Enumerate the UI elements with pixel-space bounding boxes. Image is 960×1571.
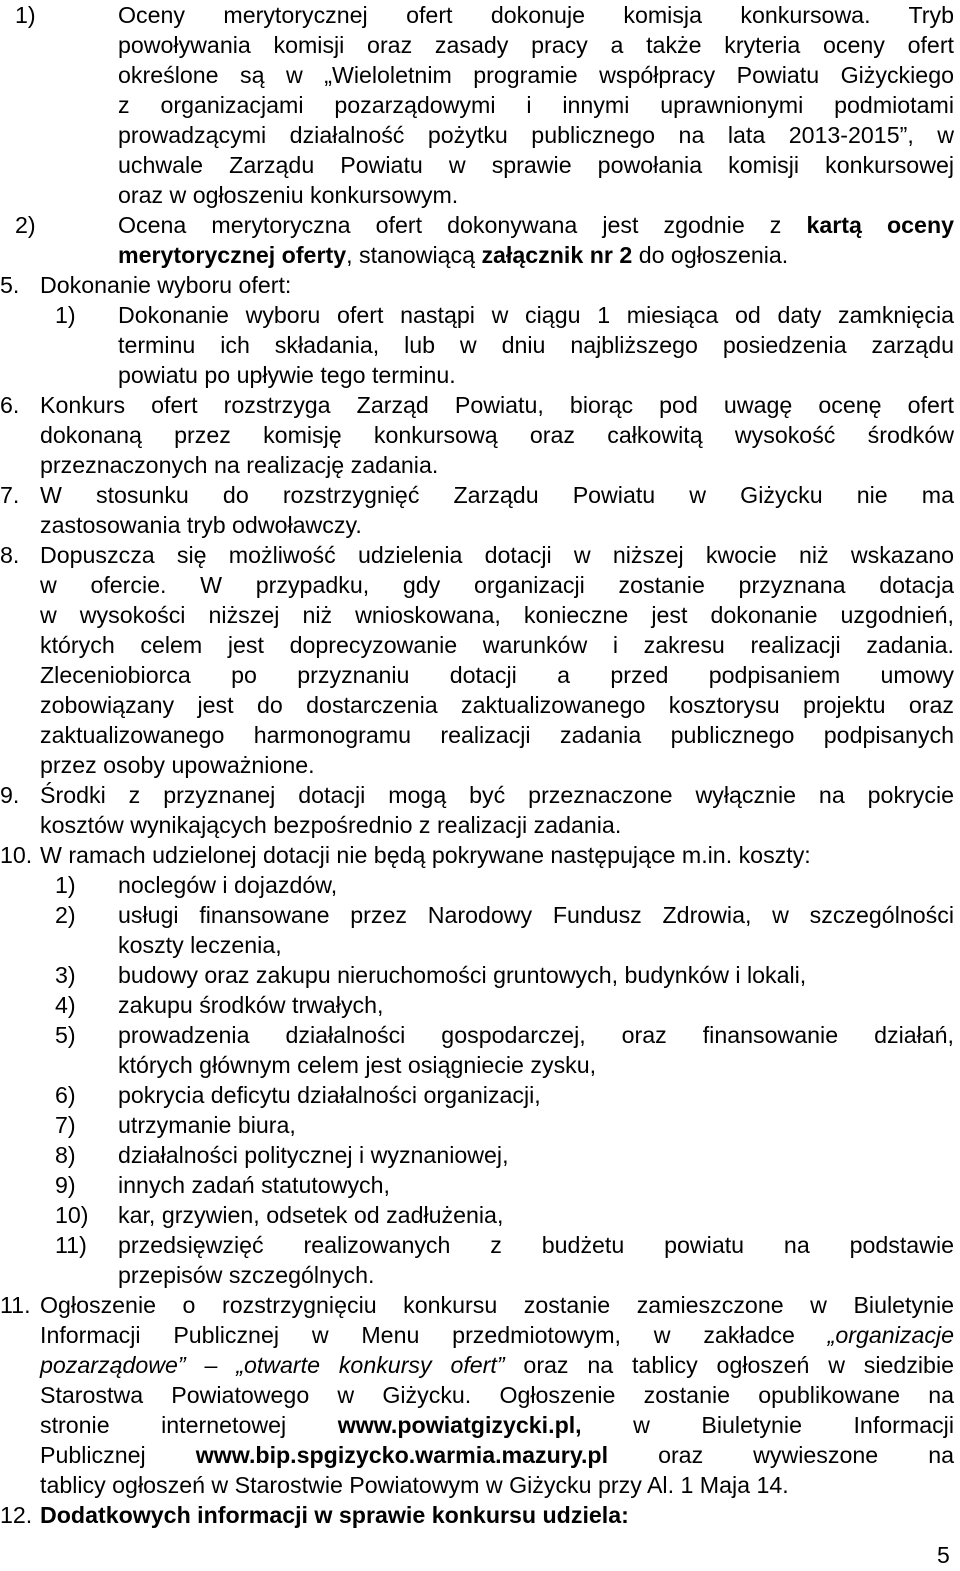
text-run: Publicznej bbox=[40, 1442, 146, 1468]
section-number: 8. bbox=[0, 542, 20, 568]
list-item-number: 8) bbox=[55, 1142, 76, 1168]
paragraph-line: Ogłoszenie o rozstrzygnięciu konkursu zostanie zamieszczone w Biuletynie bbox=[40, 1292, 954, 1318]
paragraph-line: kosztów wynikających bezpośrednio z realizacji zadania. bbox=[40, 812, 622, 838]
paragraph-line: Dopuszcza się możliwość udzielenia dotacji w niższej kwocie niż wskazano bbox=[40, 542, 954, 568]
list-item: utrzymanie biura, bbox=[118, 1112, 296, 1138]
bold-text: załącznik nr 2 bbox=[481, 242, 633, 268]
list-item: których głównym celem jest osiągniecie zysku, bbox=[118, 1052, 597, 1078]
paragraph-line bbox=[118, 240, 788, 270]
paragraph-line: Dokonanie wyboru ofert nastąpi w ciągu 1 miesiąca od daty zamknięcia bbox=[118, 302, 954, 328]
italic-text: „organizacje bbox=[827, 1322, 954, 1348]
paragraph-line: Środki z przyznanej dotacji mogą być przeznaczone wyłącznie na pokrycie bbox=[40, 782, 954, 808]
list-item: pokrycia deficytu działalności organizacji, bbox=[118, 1082, 541, 1108]
paragraph-line: zobowiązany jest do dostarczenia zaktualizowanego kosztorysu projektu oraz bbox=[40, 692, 954, 718]
website-link[interactable]: www.powiatgizycki.pl, bbox=[337, 1412, 582, 1438]
paragraph-line: terminu ich składania, lub w dniu najbliższego posiedzenia zarządu bbox=[118, 332, 954, 358]
list-item: noclegów i dojazdów, bbox=[118, 872, 338, 898]
text-run: do ogłoszenia. bbox=[638, 242, 789, 268]
paragraph-line: Zleceniobiorca po przyznaniu dotacji a przed podpisaniem umowy bbox=[40, 662, 954, 688]
paragraph-line: W stosunku do rozstrzygnięć Zarządu Powiatu w Giżycku nie ma bbox=[40, 482, 954, 508]
paragraph-line bbox=[40, 1440, 954, 1470]
paragraph-line: powoływania komisji oraz zasady pracy a także kryteria oceny ofert bbox=[118, 32, 954, 58]
list-item-number: 5) bbox=[55, 1022, 76, 1048]
section-number: 11. bbox=[0, 1292, 31, 1318]
list-item-number: 10) bbox=[55, 1202, 89, 1228]
paragraph-line: przeznaczonych na realizację zadania. bbox=[40, 452, 439, 478]
list-item-number: 6) bbox=[55, 1082, 76, 1108]
bold-text: Dodatkowych informacji w sprawie konkursu udziela: bbox=[40, 1502, 629, 1528]
paragraph-line bbox=[40, 1410, 954, 1440]
list-item-number: 3) bbox=[55, 962, 76, 988]
paragraph-line: W ramach udzielonej dotacji nie będą pokrywane następujące m.in. koszty: bbox=[40, 842, 811, 868]
paragraph-line: przez osoby upoważnione. bbox=[40, 752, 315, 778]
paragraph-line bbox=[40, 1320, 954, 1350]
paragraph-line: Oceny merytorycznej ofert dokonuje komisja konkursowa. Tryb bbox=[118, 2, 954, 28]
list-item-number: 4) bbox=[55, 992, 76, 1018]
paragraph-line: określone są w „Wieloletnim programie współpracy Powiatu Giżyckiego bbox=[118, 62, 954, 88]
list-item: koszty leczenia, bbox=[118, 932, 282, 958]
list-item: innych zadań statutowych, bbox=[118, 1172, 390, 1198]
list-item-number: 7) bbox=[55, 1112, 76, 1138]
paragraph-line: dokonaną przez komisję konkursową oraz całkowitą wysokość środków bbox=[40, 422, 954, 448]
paragraph-line: zaktualizowanego harmonogramu realizacji zadania publicznego podpisanych bbox=[40, 722, 954, 748]
text-run: oraz na tablicy ogłoszeń w siedzibie bbox=[523, 1352, 955, 1378]
text-run: oraz wywieszone na bbox=[658, 1442, 954, 1468]
section-heading: Dokonanie wyboru ofert: bbox=[40, 272, 292, 298]
list-item-number: 9) bbox=[55, 1172, 76, 1198]
list-item: przepisów szczególnych. bbox=[118, 1262, 375, 1288]
paragraph-line: powiatu po upływie tego terminu. bbox=[118, 362, 456, 388]
list-item: kar, grzywien, odsetek od zadłużenia, bbox=[118, 1202, 504, 1228]
paragraph-line: zastosowania tryb odwoławczy. bbox=[40, 512, 362, 538]
section-number: 6. bbox=[0, 392, 20, 418]
text-run: Ocena merytoryczna ofert dokonywana jest zgodnie z bbox=[118, 212, 782, 238]
subsection-number: 1) bbox=[55, 302, 76, 328]
list-item-number: 11) bbox=[55, 1232, 87, 1258]
list-item: usługi finansowane przez Narodowy Fundusz Zdrowia, w szczególności bbox=[118, 902, 954, 928]
section-number: 7. bbox=[0, 482, 20, 508]
bip-link[interactable]: www.bip.spgizycko.warmia.mazury.pl bbox=[195, 1442, 609, 1468]
italic-text: – „otwarte konkursy ofert” bbox=[204, 1352, 505, 1378]
list-item: prowadzenia działalności gospodarczej, oraz finansowanie działań, bbox=[118, 1022, 954, 1048]
text-run: , stanowiącą bbox=[346, 242, 475, 268]
section-number: 10. bbox=[0, 842, 33, 868]
section-number: 9. bbox=[0, 782, 20, 808]
subsection-number: 1) bbox=[15, 2, 36, 28]
paragraph-line: oraz w ogłoszeniu konkursowym. bbox=[118, 182, 459, 208]
list-item: budowy oraz zakupu nieruchomości gruntowych, budynków i lokali, bbox=[118, 962, 807, 988]
page-number: 5 bbox=[937, 1542, 950, 1568]
bold-text: kartą oceny bbox=[806, 212, 955, 238]
section-heading bbox=[40, 1500, 629, 1530]
paragraph-line: z organizacjami pozarządowymi i innymi uprawnionymi podmiotami bbox=[118, 92, 954, 118]
text-run: w Biuletynie Informacji bbox=[633, 1412, 954, 1438]
paragraph-line bbox=[40, 1350, 954, 1380]
section-number: 5. bbox=[0, 272, 20, 298]
text-run: Informacji Publicznej w Menu przedmiotowym, w zakładce bbox=[40, 1322, 795, 1348]
subsection-number: 2) bbox=[15, 212, 36, 238]
bold-text: merytorycznej oferty bbox=[118, 242, 347, 268]
paragraph-line: Konkurs ofert rozstrzyga Zarząd Powiatu, biorąc pod uwagę ocenę ofert bbox=[40, 392, 954, 418]
paragraph-line bbox=[118, 210, 954, 240]
paragraph-line: tablicy ogłoszeń w Starostwie Powiatowym w Giżycku przy Al. 1 Maja 14. bbox=[40, 1472, 789, 1498]
list-item-number: 1) bbox=[55, 872, 76, 898]
paragraph-line: Starostwa Powiatowego w Giżycku. Ogłoszenie zostanie opublikowane na bbox=[40, 1382, 954, 1408]
italic-text: pozarządowe” bbox=[40, 1352, 186, 1378]
paragraph-line: uchwale Zarządu Powiatu w sprawie powołania komisji konkursowej bbox=[118, 152, 954, 178]
list-item: zakupu środków trwałych, bbox=[118, 992, 384, 1018]
list-item: przedsięwzięć realizowanych z budżetu powiatu na podstawie bbox=[118, 1232, 954, 1258]
paragraph-line: w ofercie. W przypadku, gdy organizacji zostanie przyznana dotacja bbox=[40, 572, 954, 598]
list-item-number: 2) bbox=[55, 902, 76, 928]
paragraph-line: których celem jest doprecyzowanie warunków i zakresu realizacji zadania. bbox=[40, 632, 954, 658]
text-run: stronie internetowej bbox=[40, 1412, 287, 1438]
section-number: 12. bbox=[0, 1502, 33, 1528]
list-item: działalności politycznej i wyznaniowej, bbox=[118, 1142, 509, 1168]
paragraph-line: w wysokości niższej niż wnioskowana, konieczne jest dokonanie uzgodnień, bbox=[40, 602, 954, 628]
paragraph-line: prowadzącymi działalność pożytku publicznego na lata 2013-2015”, w bbox=[118, 122, 954, 148]
